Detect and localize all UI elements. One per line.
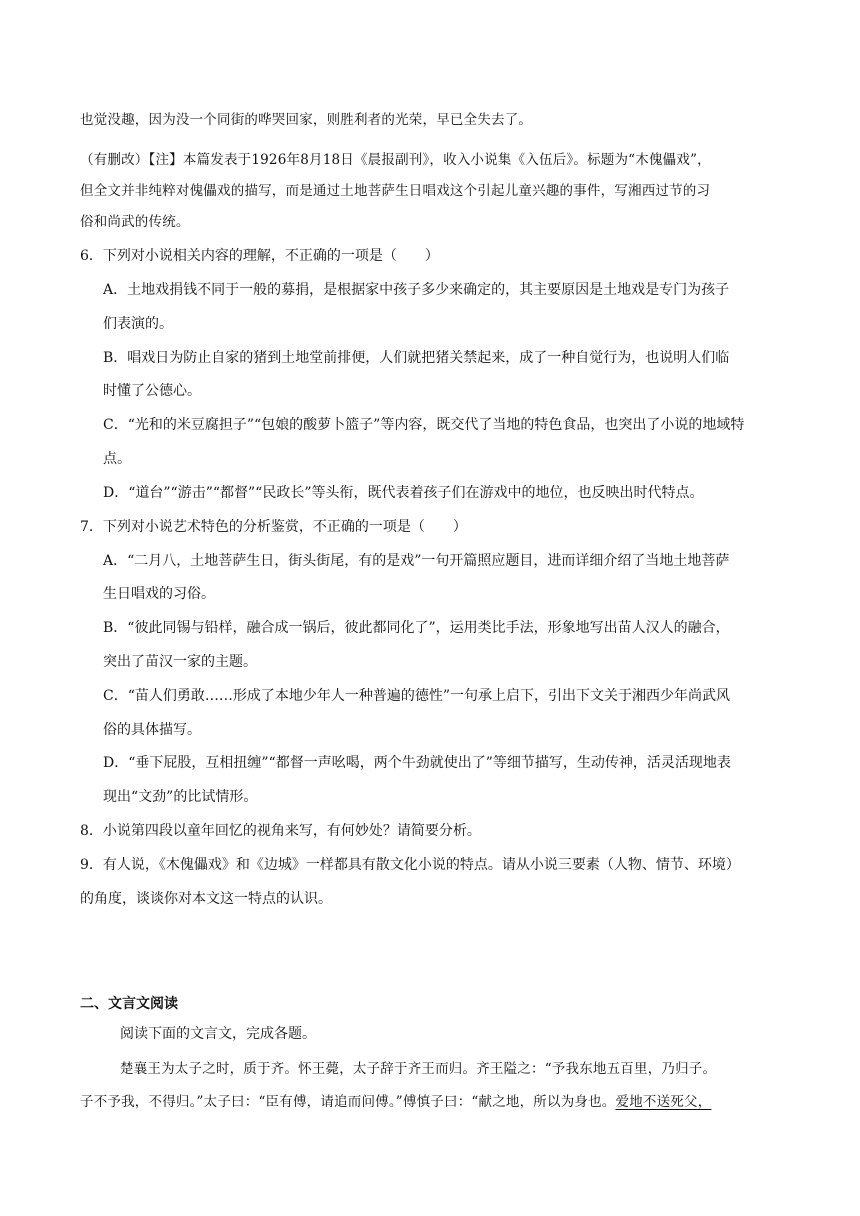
q7-option-a-line1: A．“二月八，土地菩萨生日，街头街尾，有的是戏”一句开篇照应题目，进而详细介绍了当地土地菩萨 <box>103 553 730 569</box>
q6-option-a-line2: 们表演的。 <box>103 316 173 332</box>
classical-passage-line1: 楚襄王为太子之时，质于齐。怀王薨，太子辞于齐王而归。齐王隘之：“予我东地五百里，乃归子。 <box>120 1061 717 1077</box>
passage-plain-text: 子不予我，不得归。”太子曰：“臣有傅，请追而问傅。”傅慎子曰：“献之地，所以为身也。 <box>80 1094 616 1110</box>
section-heading: 二、文言文阅读 <box>80 996 178 1012</box>
question-9-line2: 的角度，谈谈你对本文这一特点的认识。 <box>80 891 332 907</box>
intro-line-3: 但全文并非纯粹对傀儡戏的描写，而是通过土地菩萨生日唱戏这个引起儿童兴趣的事件，写湘西过节的习 <box>80 183 711 199</box>
intro-line-2: （有删改）【注】本篇发表于1926年8月18日《晨报副刊》，收入小说集《入伍后》。标题为“木傀儡戏”， <box>80 152 711 168</box>
q7-option-d-line1: D．“垂下屁股，互相扭缠”“都督一声吆喝，两个牛劲就使出了”等细节描写，生动传神，活灵活现地表 <box>103 755 731 771</box>
q7-option-b-line1: B．“彼此同锡与铅样，融合成一锅后，彼此都同化了”，运用类比手法，形象地写出苗人汉人的融合， <box>103 620 730 636</box>
q7-option-b-line2: 突出了苗汉一家的主题。 <box>103 654 257 670</box>
section-instruction: 阅读下面的文言文，完成各题。 <box>120 1026 316 1042</box>
q6-option-b-line2: 时懂了公德心。 <box>103 383 201 399</box>
intro-line-1: 也觉没趣，因为没一个同街的哗哭回家，则胜利者的光荣，早已全失去了。 <box>80 112 533 128</box>
q7-option-c-line2: 俗的具体描写。 <box>103 722 201 738</box>
question-8: 8．小说第四段以童年回忆的视角来写，有何妙处？请简要分析。 <box>80 823 481 839</box>
q6-option-d-line1: D．“道台”“游击”“都督”“民政长”等头衔，既代表着孩子们在游戏中的地位，也反映出时代特点。 <box>103 485 704 501</box>
classical-passage-line2 <box>80 1092 711 1112</box>
question-7-stem: 7．下列对小说艺术特色的分析鉴赏，不正确的一项是（ ） <box>80 519 467 535</box>
intro-line-4: 俗和尚武的传统。 <box>80 214 190 230</box>
q6-option-c-line1: C．“光和的米豆腐担子”“包娘的酸萝卜篮子”等内容，既交代了当地的特色食品，也突出了小说的地域特 <box>103 417 745 433</box>
q7-option-c-line1: C．“苗人们勇敢……形成了本地少年人一种普遍的德性”一句承上启下，引出下文关于湘西少年尚武风 <box>103 688 731 704</box>
q7-option-d-line2: 现出“文劲”的比试情形。 <box>103 789 258 805</box>
q7-option-a-line2: 生日唱戏的习俗。 <box>103 586 215 602</box>
question-6-stem: 6．下列对小说相关内容的理解，不正确的一项是（ ） <box>80 248 439 264</box>
q6-option-c-line2: 点。 <box>103 451 131 467</box>
q6-option-b-line1: B．唱戏日为防止自家的猪到土地堂前排便，人们就把猪关禁起来，成了一种自觉行为，也说明人们临 <box>103 350 730 366</box>
passage-underlined-text: 爱地不送死父， <box>615 1094 712 1110</box>
question-9-line1: 9．有人说，《木傀儡戏》和《边城》一样都具有散文化小说的特点。请从小说三要素（人物、情节、环境） <box>80 857 740 873</box>
q6-option-a-line1: A．土地戏捐钱不同于一般的募捐，是根据家中孩子多少来确定的，其主要原因是土地戏是专门为孩子 <box>103 282 730 298</box>
